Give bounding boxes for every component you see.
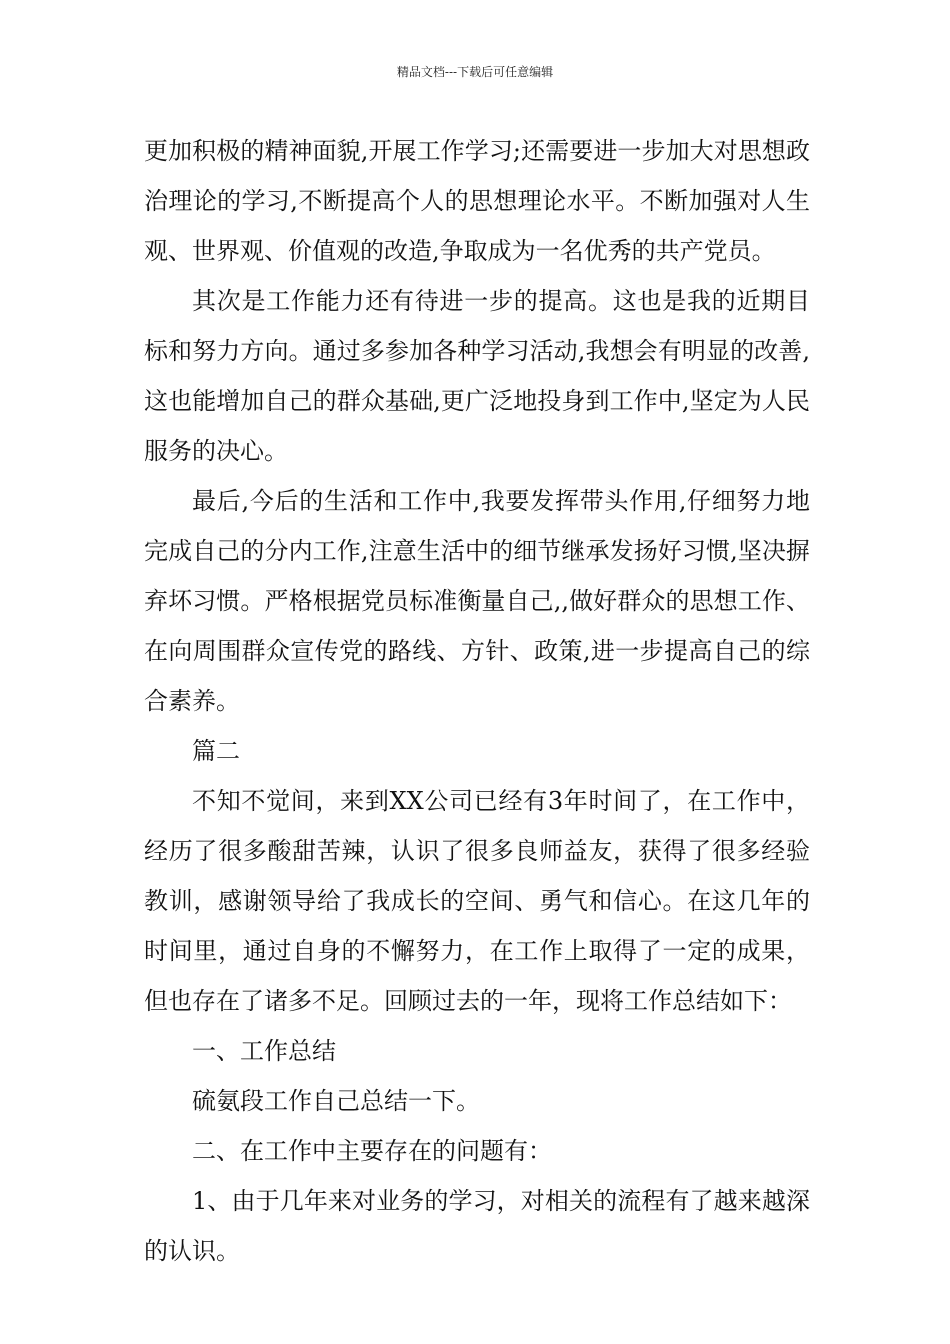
section-heading-part-two: 篇二 bbox=[192, 737, 240, 765]
paragraph-continuation: 更加积极的精神面貌,开展工作学习;还需要进一步加大对思想政治理论的学习,不断提高个人的思想理论水平。不断加强对人生观、世界观、价值观的改造,争取成为一名优秀的共产党员。 bbox=[144, 137, 810, 265]
page-header: 精品文档---下载后可任意编辑 bbox=[396, 65, 554, 79]
list-item-1: 1、由于几年来对业务的学习，对相关的流程有了越来越深的认识。 bbox=[144, 1187, 810, 1265]
paragraph-finally: 最后,今后的生活和工作中,我要发挥带头作用,仔细努力地完成自己的分内工作,注意生活中的细节继承发扬好习惯,坚决摒弃坏习惯。严格根据党员标准衡量自己,,做好群众的思想工作、在向周围群众宣传党的路线、方针、政策,进一步提高自己的综合素养。 bbox=[144, 487, 810, 715]
paragraph-introduction: 不知不觉间，来到XX公司已经有3年时间了，在工作中，经历了很多酸甜苦辣，认识了很多良师益友，获得了很多经验教训，感谢领导给了我成长的空间、勇气和信心。在这几年的时间里，通过自身的不懈努力，在工作上取得了一定的成果，但也存在了诸多不足。回顾过去的一年，现将工作总结如下： bbox=[144, 787, 810, 1015]
document-body bbox=[144, 126, 810, 1276]
heading-work-summary: 一、工作总结 bbox=[192, 1037, 336, 1065]
paragraph-summary-line: 硫氨段工作自己总结一下。 bbox=[192, 1087, 480, 1115]
heading-problems: 二、在工作中主要存在的问题有： bbox=[192, 1137, 552, 1165]
paragraph-work-ability: 其次是工作能力还有待进一步的提高。这也是我的近期目标和努力方向。通过多参加各种学习活动,我想会有明显的改善,这也能增加自己的群众基础,更广泛地投身到工作中,坚定为人民服务的决心。 bbox=[144, 287, 810, 465]
